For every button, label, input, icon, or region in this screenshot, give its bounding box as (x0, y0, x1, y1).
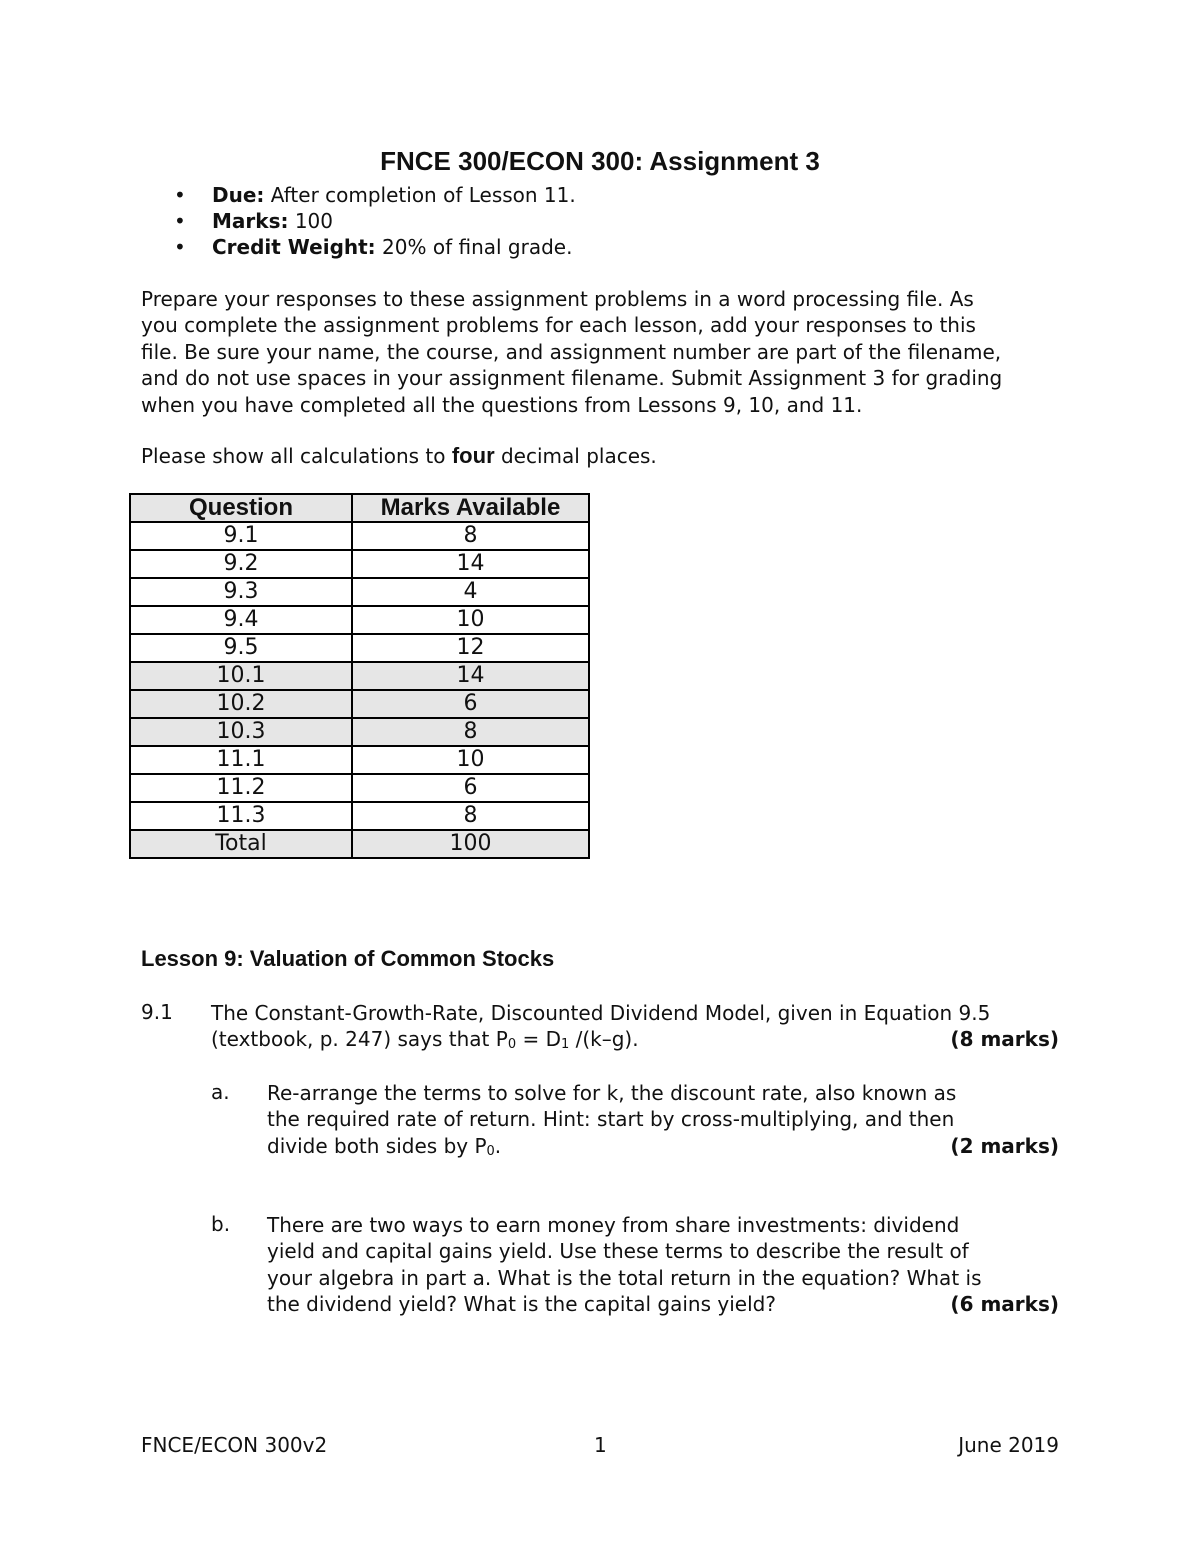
part-a-marks: (2 marks) (950, 1133, 1059, 1158)
table-row (130, 634, 589, 662)
table-row (130, 774, 589, 802)
instructions-line: and do not use spaces in your assignment filename. Submit Assignment 3 for grading (141, 366, 1003, 391)
part-line: the required rate of return. Hint: start by cross-multiplying, and then (267, 1107, 955, 1132)
part-text-fragment: divide both sides by P (267, 1133, 487, 1158)
question-text-fragment: (textbook, p. 247) says that P (211, 1027, 508, 1052)
part-line: your algebra in part a. What is the total return in the equation? What is (267, 1265, 982, 1290)
marks-value: 100 (288, 209, 333, 233)
marks-cell: 10 (352, 746, 589, 774)
page-title: FNCE 300/ECON 300: Assignment 3 (380, 146, 820, 176)
instructions-line: Prepare your responses to these assignment problems in a word processing file. As (141, 287, 974, 311)
footer-course: FNCE/ECON 300v2 (141, 1433, 328, 1457)
question-cell: 11.2 (130, 774, 352, 802)
question-number: 9.1 (141, 1000, 173, 1024)
header-marks-available: Marks Available (352, 494, 589, 522)
question-marks: (8 marks) (950, 1027, 1059, 1052)
table-row (130, 718, 589, 746)
question-cell: 11.1 (130, 746, 352, 774)
decimal-places-note (141, 443, 657, 469)
note-text: Please show all calculations to (141, 444, 452, 468)
table-row (130, 606, 589, 634)
question-cell: 10.3 (130, 718, 352, 746)
assignment-info-list (172, 182, 576, 260)
credit-weight-label: Credit Weight: (212, 235, 376, 259)
question-line: The Constant-Growth-Rate, Discounted Dividend Model, given in Equation 9.5 (211, 1001, 991, 1025)
marks-cell: 14 (352, 550, 589, 578)
marks-cell: 8 (352, 718, 589, 746)
header-question: Question (130, 494, 352, 522)
table-header-row (130, 494, 589, 522)
question-line (211, 1026, 1059, 1058)
due-value: After completion of Lesson 11. (264, 183, 576, 207)
instructions-line: file. Be sure your name, the course, and assignment number are part of the filename, (141, 339, 1002, 364)
part-line (267, 1291, 1059, 1317)
marks-label: Marks: (212, 209, 289, 233)
table-row (130, 830, 589, 858)
part-b-text (267, 1212, 1059, 1318)
marks-cell: 10 (352, 606, 589, 634)
credit-weight-value: 20% of final grade. (375, 235, 573, 259)
marks-cell: 4 (352, 578, 589, 606)
part-line: yield and capital gains yield. Use these terms to describe the result of (267, 1239, 969, 1264)
note-text: decimal places. (494, 444, 657, 468)
part-letter: b. (211, 1212, 231, 1236)
question-cell: 9.2 (130, 550, 352, 578)
due-item (172, 182, 576, 208)
marks-cell: 8 (352, 802, 589, 830)
question-cell: 9.4 (130, 606, 352, 634)
note-emphasis: four (451, 443, 495, 468)
question-text (211, 1000, 1059, 1059)
instructions-line: you complete the assignment problems for each lesson, add your responses to this (141, 313, 976, 338)
lesson-heading: Lesson 9: Valuation of Common Stocks (141, 946, 555, 971)
marks-cell: 100 (352, 830, 589, 858)
part-line: There are two ways to earn money from share investments: dividend (267, 1213, 960, 1237)
question-text-fragment: = D (516, 1027, 561, 1052)
marks-table-body (130, 522, 589, 858)
table-row (130, 662, 589, 690)
marks-cell: 6 (352, 690, 589, 718)
part-text-fragment: . (494, 1133, 502, 1158)
marks-cell: 8 (352, 522, 589, 550)
part-text-fragment: the dividend yield? What is the capital gains yield? (267, 1292, 776, 1317)
question-cell: 11.3 (130, 802, 352, 830)
footer-page-number: 1 (594, 1433, 607, 1457)
part-b-marks: (6 marks) (950, 1292, 1059, 1317)
table-row (130, 578, 589, 606)
instructions-line: when you have completed all the questions from Lessons 9, 10, and 11. (141, 392, 863, 417)
question-cell: 9.1 (130, 522, 352, 550)
due-label: Due: (212, 183, 265, 207)
part-line (267, 1133, 1059, 1165)
question-text-fragment: /(k–g). (569, 1027, 639, 1052)
marks-table (129, 493, 590, 859)
marks-cell: 6 (352, 774, 589, 802)
question-cell: 10.2 (130, 690, 352, 718)
table-row (130, 746, 589, 774)
question-cell: 10.1 (130, 662, 352, 690)
table-row (130, 690, 589, 718)
part-line: Re-arrange the terms to solve for k, the discount rate, also known as (267, 1081, 957, 1105)
marks-cell: 12 (352, 634, 589, 662)
subscript: 0 (507, 1037, 517, 1053)
question-cell: 9.3 (130, 578, 352, 606)
question-cell: 9.5 (130, 634, 352, 662)
part-letter: a. (211, 1080, 230, 1104)
table-row (130, 802, 589, 830)
subscript: 0 (486, 1143, 495, 1159)
part-a-text (267, 1080, 1059, 1165)
instructions-paragraph (141, 286, 1071, 418)
question-cell: Total (130, 830, 352, 858)
marks-item (172, 208, 576, 234)
footer-date: June 2019 (958, 1433, 1059, 1457)
credit-weight-item (172, 234, 576, 260)
table-row (130, 522, 589, 550)
table-row (130, 550, 589, 578)
subscript: 1 (560, 1037, 570, 1053)
marks-cell: 14 (352, 662, 589, 690)
